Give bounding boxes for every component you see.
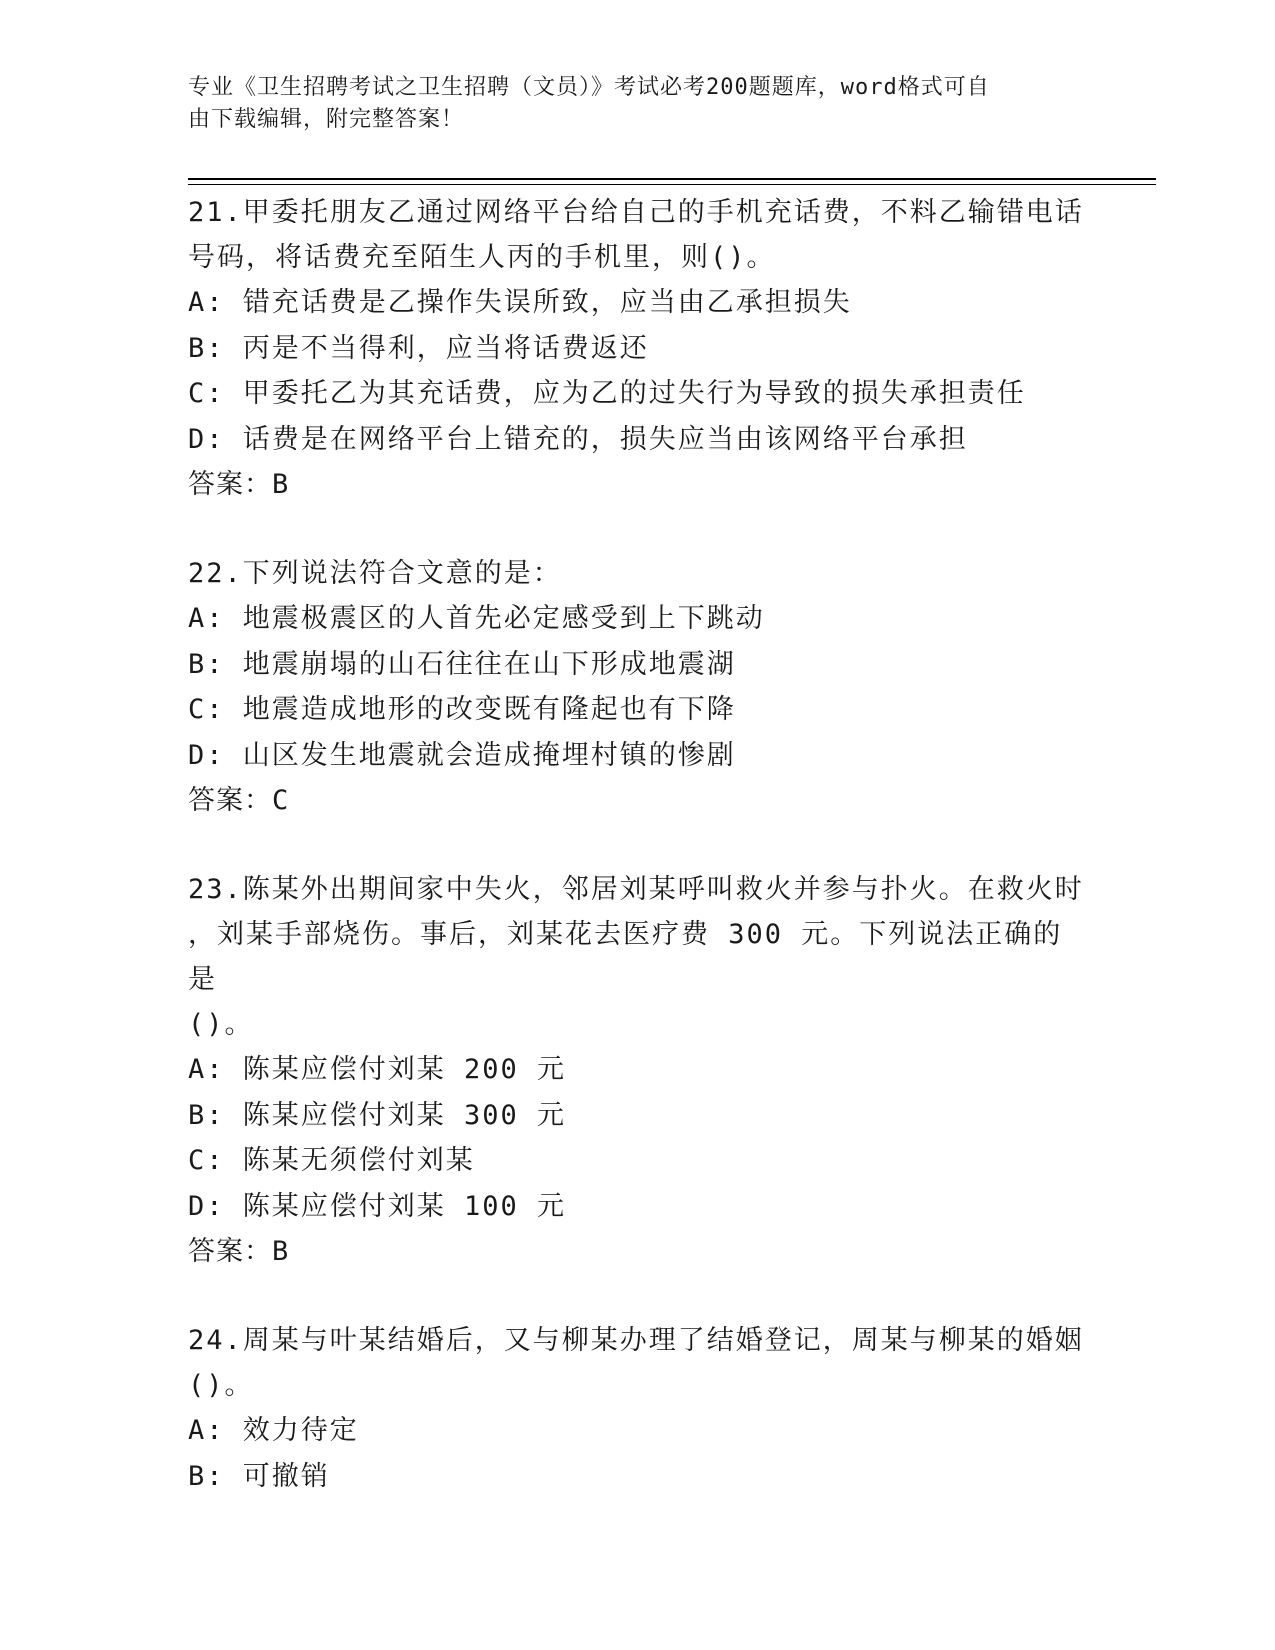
question-block xyxy=(188,551,1088,823)
answer-option: C: 甲委托乙为其充话费，应为乙的过失行为导致的损失承担责任 xyxy=(188,378,1026,409)
header-divider-thick xyxy=(188,178,1156,180)
answer-option: D: 陈某应偿付刘某 100 元 xyxy=(188,1190,567,1222)
header-line-2: 由下载编辑，附完整答案！ xyxy=(188,107,465,132)
correct-answer: 答案：B xyxy=(188,469,290,500)
answer-option: A: 效力待定 xyxy=(188,1415,359,1446)
question-stem-line: 21.甲委托朋友乙通过网络平台给自己的手机充话费，不料乙输错电话 xyxy=(188,197,1084,228)
answer-option: D: 山区发生地震就会造成掩埋村镇的惨剧 xyxy=(188,739,736,771)
answer-option: B: 可撤销 xyxy=(188,1460,330,1492)
header-line-1: 专业《卫生招聘考试之卫生招聘（文员）》考试必考200题题库，word格式可自 xyxy=(188,75,990,100)
answer-option: A: 错充话费是乙操作失误所致，应当由乙承担损失 xyxy=(188,287,852,318)
correct-answer: 答案：B xyxy=(188,1236,290,1267)
question-block xyxy=(188,190,1088,507)
answer-option: C: 陈某无须偿付刘某 xyxy=(188,1145,475,1176)
header-divider-thin xyxy=(188,184,1156,185)
correct-answer: 答案：C xyxy=(188,785,290,816)
answer-option: B: 丙是不当得利，应当将话费返还 xyxy=(188,332,649,364)
answer-option: D: 话费是在网络平台上错充的，损失应当由该网络平台承担 xyxy=(188,423,968,455)
question-stem-line: ()。 xyxy=(188,1009,254,1040)
answer-option: B: 地震崩塌的山石往往在山下形成地震湖 xyxy=(188,648,736,680)
document-header xyxy=(188,72,1068,136)
question-stem-line: 22.下列说法符合文意的是： xyxy=(188,558,562,589)
question-stem-line: ()。 xyxy=(188,1370,254,1401)
answer-option: C: 地震造成地形的改变既有隆起也有下降 xyxy=(188,694,736,725)
question-stem-line: 23.陈某外出期间家中失火，邻居刘某呼叫救火并参与扑火。在救火时 xyxy=(188,874,1084,905)
question-block xyxy=(188,1318,1088,1499)
question-stem-line: 号码，将话费充至陌生人丙的手机里，则()。 xyxy=(188,242,776,273)
answer-option: A: 陈某应偿付刘某 200 元 xyxy=(188,1054,567,1085)
question-stem-line: 24.周某与叶某结婚后，又与柳某办理了结婚登记，周某与柳某的婚姻 xyxy=(188,1325,1084,1356)
question-list xyxy=(188,190,1088,1543)
question-block xyxy=(188,867,1088,1274)
question-stem-line: ，刘某手部烧伤。事后，刘某花去医疗费 300 元。下列说法正确的是 xyxy=(188,919,1063,995)
answer-option: A: 地震极震区的人首先必定感受到上下跳动 xyxy=(188,603,765,634)
answer-option: B: 陈某应偿付刘某 300 元 xyxy=(188,1099,567,1131)
